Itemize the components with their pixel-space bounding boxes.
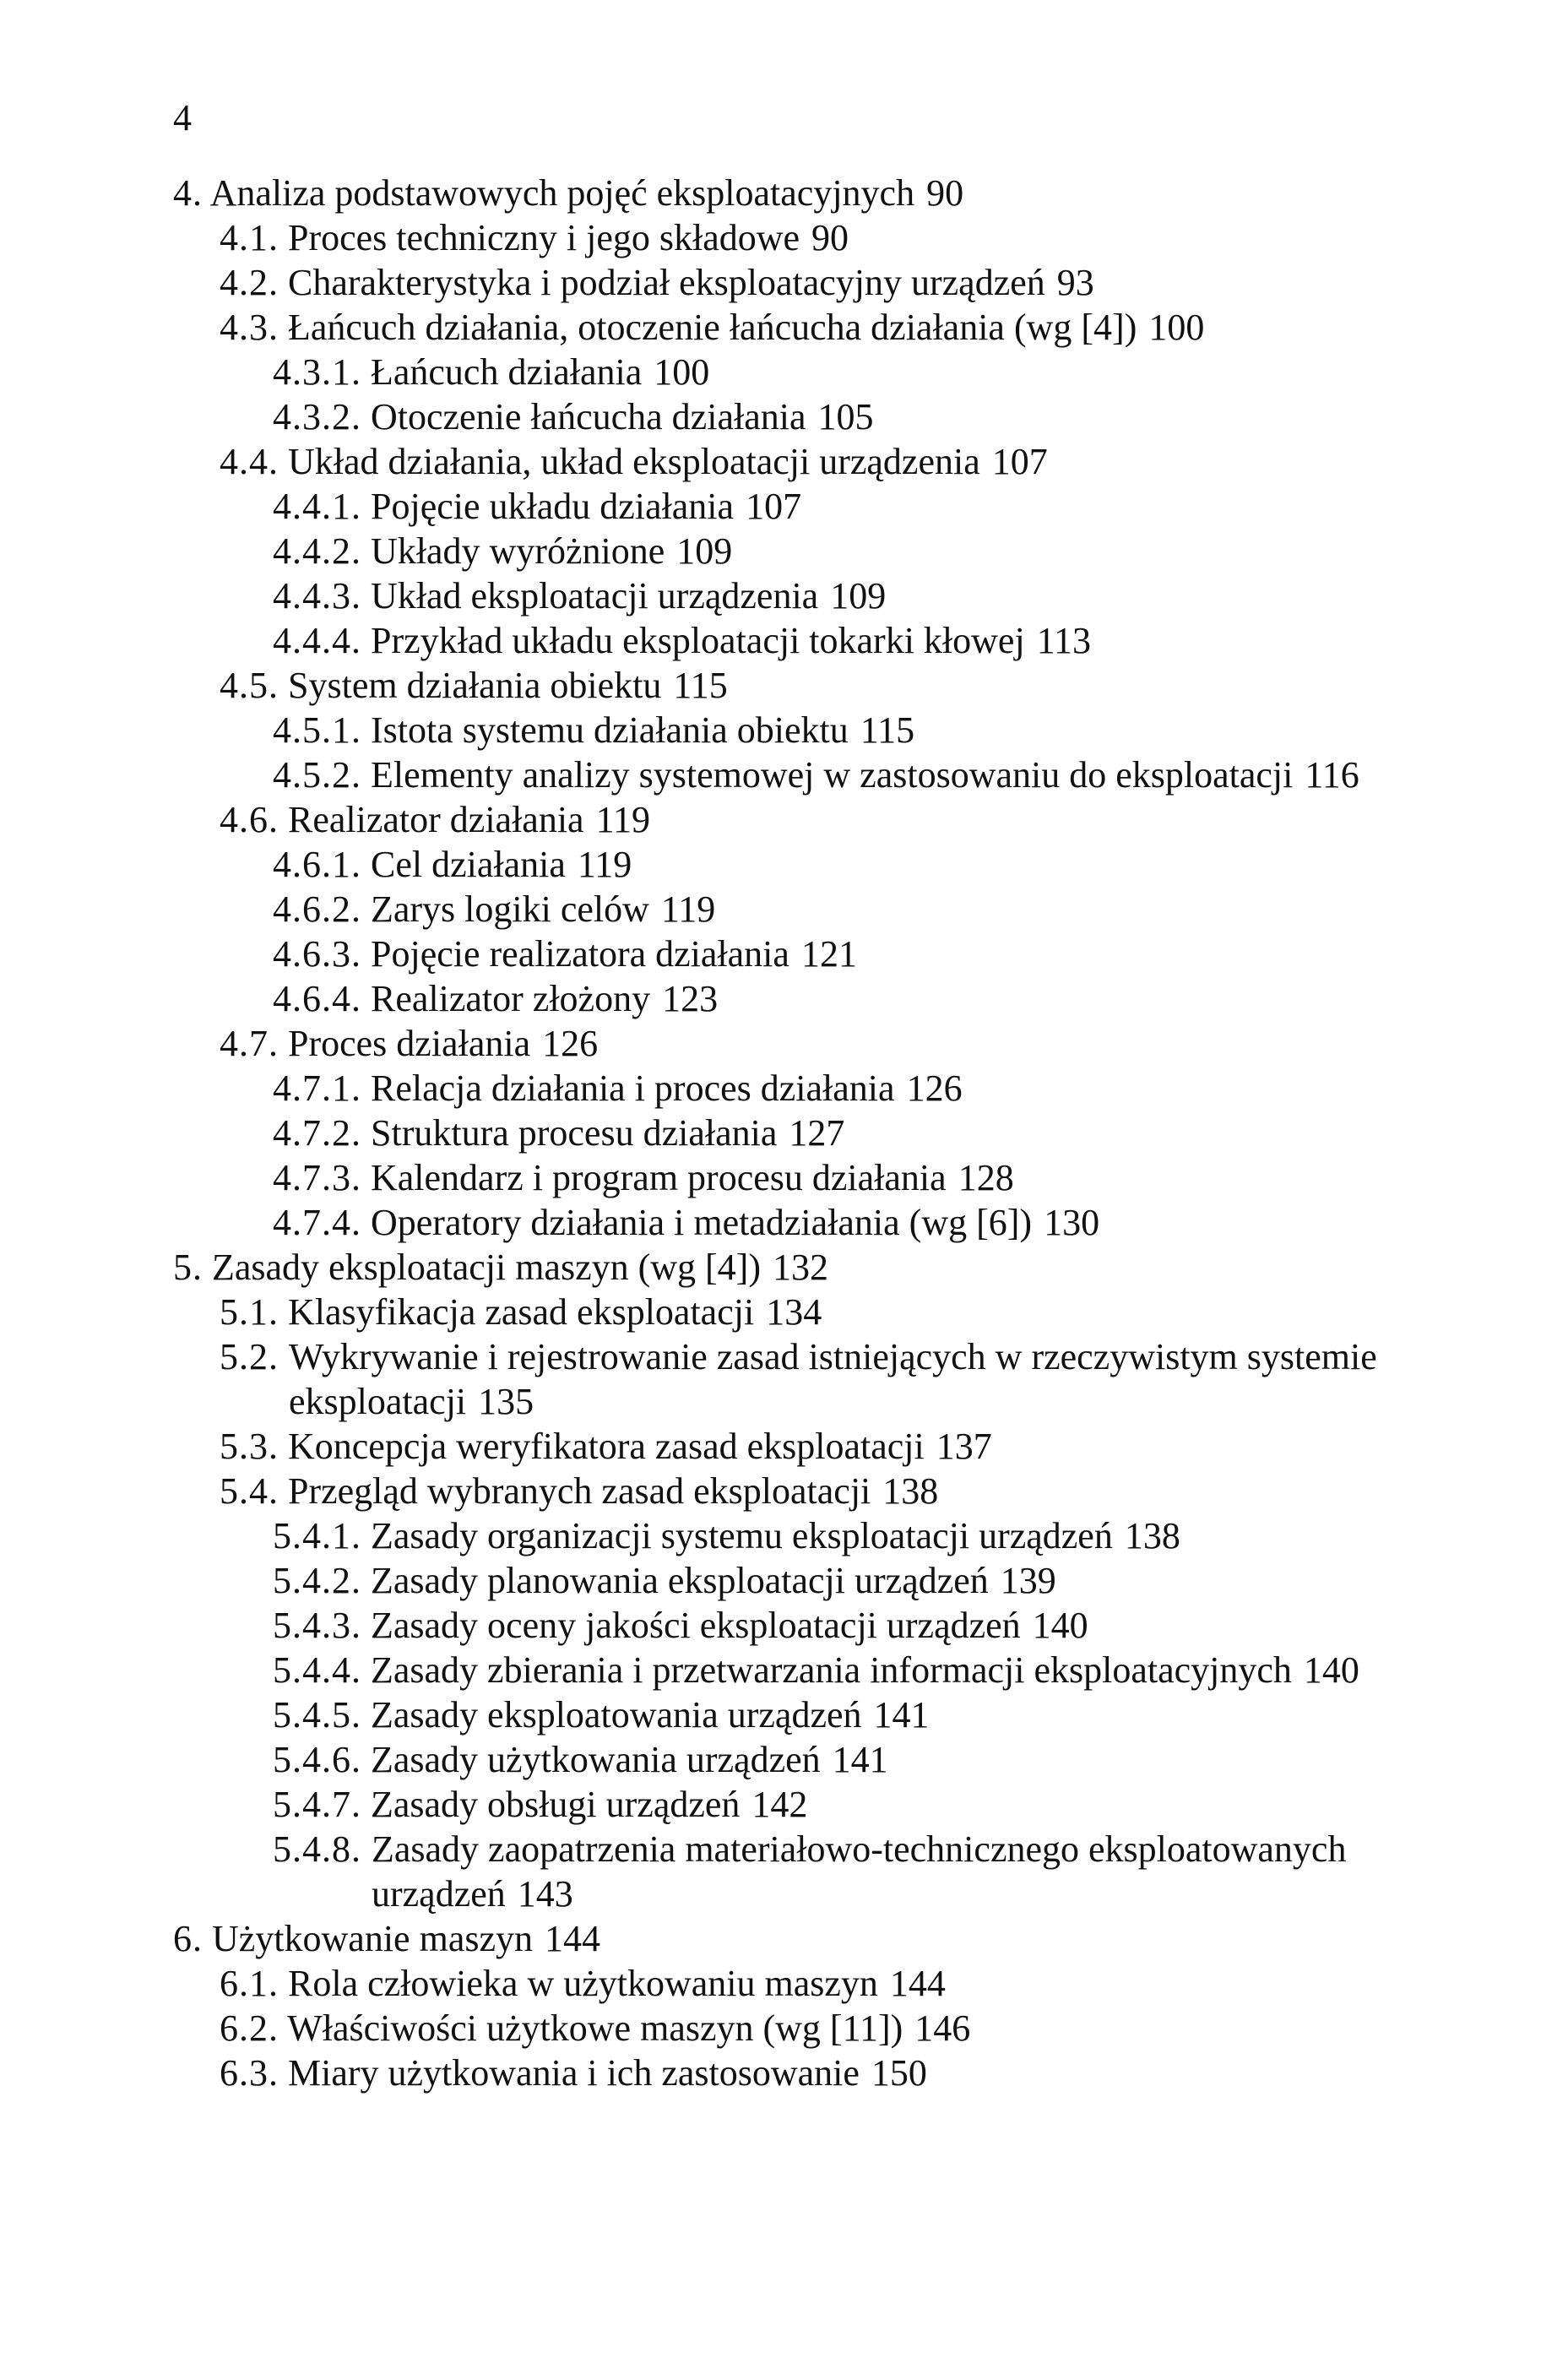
toc-entry-page: 113: [1036, 620, 1092, 661]
toc-entry-number: 5.4.3.: [273, 1605, 361, 1646]
toc-entry-4-6-4: [173, 976, 1457, 1021]
toc-entry-number: 5.4.2.: [273, 1560, 361, 1601]
toc-entry-title: Realizator działania: [288, 799, 584, 840]
table-of-contents: [173, 171, 1457, 2095]
toc-entry-4-4-2: [173, 529, 1457, 573]
toc-entry-4-4-4: [173, 618, 1457, 663]
toc-entry-page: 139: [1000, 1560, 1056, 1601]
toc-entry-number: 4.6.: [220, 799, 279, 840]
toc-entry-number: 5.2.: [220, 1336, 279, 1377]
toc-entry-title: Przykład układu eksploatacji tokarki kłowej: [371, 620, 1025, 661]
toc-entry-title: Operatory działania i metadziałania (wg [6]): [371, 1202, 1033, 1243]
toc-entry-title: Koncepcja weryfikatora zasad eksploatacji: [288, 1426, 925, 1467]
toc-entry-title: Zasady eksploatacji maszyn (wg [4]): [212, 1247, 761, 1288]
toc-entry-page: 128: [958, 1157, 1014, 1198]
toc-entry-page: 123: [662, 978, 719, 1019]
toc-entry-page: 90: [811, 217, 849, 258]
toc-entry-number: 5.4.8.: [273, 1828, 361, 1870]
toc-entry-title: Układ eksploatacji urządzenia: [371, 575, 819, 617]
toc-entry-4-3: [173, 305, 1457, 350]
toc-entry-number: 5.4.4.: [273, 1649, 361, 1691]
toc-entry-page: 109: [830, 575, 887, 617]
toc-entry-title: Proces techniczny i jego składowe: [288, 217, 800, 258]
toc-entry-title: Zasady oceny jakości eksploatacji urządzeń: [371, 1605, 1021, 1646]
toc-entry-page: 146: [914, 2007, 971, 2049]
toc-entry-number: 5.4.6.: [273, 1739, 361, 1780]
toc-entry-number: 4.5.1.: [273, 709, 361, 751]
toc-entry-page: 126: [906, 1067, 963, 1109]
toc-entry-5-4-2: [173, 1558, 1457, 1603]
toc-entry-number: 4.4.3.: [273, 575, 361, 617]
toc-entry-number: 4.3.: [220, 307, 279, 348]
toc-entry-title: Użytkowanie maszyn: [212, 1918, 533, 1959]
toc-entry-number: 4.7.2.: [273, 1112, 361, 1154]
toc-entry-number: 4.6.4.: [273, 978, 361, 1019]
toc-entry-title: Charakterystyka i podział eksploatacyjny urządzeń: [288, 262, 1045, 303]
toc-entry-page: 119: [660, 888, 716, 930]
toc-entry-page: 141: [873, 1694, 930, 1736]
toc-entry-page: 116: [1305, 754, 1359, 796]
toc-entry-5-4: [173, 1469, 1457, 1513]
toc-entry-4-5-2: [173, 752, 1457, 797]
toc-entry-title: Pojęcie układu działania: [371, 486, 735, 527]
toc-entry-wrap: [220, 1334, 1457, 1424]
toc-entry-title: Otoczenie łańcucha działania: [371, 396, 806, 437]
toc-entry-page: 93: [1056, 262, 1094, 303]
toc-entry-page: 90: [926, 172, 964, 214]
toc-entry-title: Istota systemu działania obiektu: [371, 709, 849, 751]
toc-entry-4-7-3: [173, 1155, 1457, 1200]
toc-entry-title: Proces działania: [288, 1023, 531, 1064]
toc-entry-title: Zasady zbierania i przetwarzania informacji eksploatacyjnych: [371, 1649, 1292, 1691]
toc-entry-4-1: [173, 215, 1457, 260]
toc-entry-6-3: [173, 2051, 1457, 2095]
toc-entry-number: 4.: [173, 172, 203, 214]
toc-entry-title: Elementy analizy systemowej w zastosowaniu do eksploatacji: [371, 754, 1294, 796]
toc-entry-page: 100: [654, 351, 710, 393]
toc-entry-number: 4.5.: [220, 665, 279, 706]
toc-entry-4: [173, 171, 1457, 215]
toc-entry-6: [173, 1916, 1457, 1961]
toc-entry-number: 4.6.2.: [273, 888, 361, 930]
toc-entry-number: 5.4.5.: [273, 1694, 361, 1736]
toc-entry-title: Układy wyróżnione: [371, 530, 665, 572]
toc-entry-title: Zarys logiki celów: [371, 888, 649, 930]
toc-entry-title: Rola człowieka w użytkowaniu maszyn: [288, 1963, 878, 2004]
toc-entry-title: Pojęcie realizatora działania: [371, 933, 789, 975]
toc-entry-page: 137: [936, 1426, 992, 1467]
toc-entry-title: Wykrywanie i rejestrowanie zasad istniejących w rzeczywistym systemie eksploatacji: [289, 1336, 1377, 1422]
toc-entry-4-5: [173, 663, 1457, 708]
toc-entry-4-4-3: [173, 573, 1457, 618]
toc-entry-page: 107: [746, 486, 802, 527]
toc-entry-title: Układ działania, układ eksploatacji urządzenia: [288, 441, 980, 482]
toc-entry-title: Zasady użytkowania urządzeń: [371, 1739, 821, 1780]
toc-entry-number: 6.2.: [220, 2007, 279, 2049]
toc-entry-number: 4.4.: [220, 441, 279, 482]
toc-entry-number: 5.: [173, 1247, 203, 1288]
toc-entry-title: Zasady organizacji systemu eksploatacji urządzeń: [371, 1515, 1113, 1556]
toc-entry-title: Klasyfikacja zasad eksploatacji: [288, 1291, 755, 1333]
toc-entry-5: [173, 1245, 1457, 1290]
toc-entry-page: 115: [860, 709, 915, 751]
toc-entry-4-7-1: [173, 1066, 1457, 1111]
toc-entry-number: 4.7.: [220, 1023, 279, 1064]
toc-entry-title: Zasady zaopatrzenia materiałowo-technicznego eksploatowanych urządzeń: [372, 1828, 1347, 1915]
toc-entry-5-4-6: [173, 1737, 1457, 1782]
toc-entry-page: 138: [882, 1470, 939, 1512]
toc-entry-page: 134: [766, 1291, 822, 1333]
toc-entry-4-6-1: [173, 842, 1457, 887]
toc-entry-page: 115: [673, 665, 728, 706]
toc-entry-number: 4.7.3.: [273, 1157, 361, 1198]
toc-entry-4-7-4: [173, 1200, 1457, 1245]
toc-entry-number: 4.3.1.: [273, 351, 361, 393]
toc-entry-number: 4.4.1.: [273, 486, 361, 527]
toc-entry-title: Miary użytkowania i ich zastosowanie: [288, 2052, 860, 2094]
toc-entry-number: 4.1.: [220, 217, 279, 258]
toc-entry-number: 5.3.: [220, 1426, 279, 1467]
toc-entry-page: 132: [773, 1247, 828, 1288]
toc-entry-title: Zasady planowania eksploatacji urządzeń: [371, 1560, 989, 1601]
toc-entry-title: Właściwości użytkowe maszyn (wg [11]): [287, 2007, 903, 2049]
toc-entry-wrap: [273, 1827, 1457, 1916]
toc-entry-number: 4.6.3.: [273, 933, 361, 975]
toc-entry-number: 4.6.1.: [273, 844, 361, 885]
toc-entry-title: Łańcuch działania: [371, 351, 643, 393]
toc-entry-4-4: [173, 439, 1457, 484]
toc-entry-page: 121: [800, 933, 857, 975]
toc-entry-title: Struktura procesu działania: [371, 1112, 778, 1154]
toc-entry-page: 126: [542, 1023, 599, 1064]
toc-entry-page: 107: [991, 441, 1048, 482]
toc-entry-5-4-7: [173, 1782, 1457, 1827]
toc-entry-5-4-8: [173, 1827, 1457, 1916]
toc-entry-page: 119: [577, 844, 632, 885]
toc-entry-number: 4.4.4.: [273, 620, 361, 661]
toc-entry-page: 140: [1032, 1605, 1088, 1646]
toc-entry-title: Cel działania: [371, 844, 566, 885]
toc-entry-5-4-1: [173, 1513, 1457, 1558]
toc-entry-number: 5.4.1.: [273, 1515, 361, 1556]
toc-entry-5-2: [173, 1334, 1457, 1424]
toc-entry-5-4-5: [173, 1692, 1457, 1737]
toc-entry-title: Realizator złożony: [371, 978, 651, 1019]
toc-entry-title: Łańcuch działania, otoczenie łańcucha działania (wg [4]): [288, 307, 1137, 348]
toc-entry-title: Przegląd wybranych zasad eksploatacji: [288, 1470, 871, 1512]
toc-entry-number: 6.: [173, 1918, 203, 1959]
toc-entry-4-6-2: [173, 887, 1457, 932]
toc-entry-page: 142: [751, 1784, 808, 1825]
toc-entry-number: 4.4.2.: [273, 530, 361, 572]
toc-entry-5-1: [173, 1290, 1457, 1334]
page-number: 4: [173, 97, 192, 139]
toc-entry-number: 6.1.: [220, 1963, 279, 2004]
toc-entry-title: Relacja działania i proces działania: [371, 1067, 895, 1109]
toc-entry-4-5-1: [173, 708, 1457, 752]
toc-entry-page: 144: [889, 1963, 946, 2004]
toc-entry-body: [372, 1827, 1457, 1916]
toc-entry-4-7-2: [173, 1111, 1457, 1155]
toc-entry-number: 5.4.: [220, 1470, 279, 1512]
toc-entry-title: Kalendarz i program procesu działania: [371, 1157, 947, 1198]
toc-entry-page: 105: [817, 396, 874, 437]
toc-entry-page: 135: [478, 1381, 534, 1422]
toc-entry-page: 150: [871, 2052, 927, 2094]
toc-entry-page: 144: [545, 1918, 600, 1959]
toc-entry-4-3-1: [173, 350, 1457, 394]
toc-entry-page: 130: [1044, 1202, 1100, 1243]
toc-entry-title: Analiza podstawowych pojęć eksploatacyjnych: [209, 172, 915, 214]
toc-entry-4-7: [173, 1021, 1457, 1066]
toc-entry-title: Zasady obsługi urządzeń: [371, 1784, 741, 1825]
toc-entry-page: 138: [1124, 1515, 1180, 1556]
toc-entry-title: Zasady eksploatowania urządzeń: [371, 1694, 862, 1736]
toc-entry-body: [289, 1334, 1457, 1424]
toc-entry-number: 5.4.7.: [273, 1784, 361, 1825]
toc-entry-4-6-3: [173, 932, 1457, 976]
toc-entry-number: 6.3.: [220, 2052, 279, 2094]
toc-entry-4-4-1: [173, 484, 1457, 529]
toc-entry-4-2: [173, 260, 1457, 305]
toc-entry-number: 5.1.: [220, 1291, 279, 1333]
toc-entry-number: 4.2.: [220, 262, 279, 303]
toc-entry-4-3-2: [173, 394, 1457, 439]
toc-entry-page: 141: [832, 1739, 888, 1780]
toc-entry-page: 100: [1148, 307, 1205, 348]
toc-entry-page: 143: [517, 1873, 573, 1915]
toc-entry-number: 4.7.1.: [273, 1067, 361, 1109]
toc-entry-page: 119: [595, 799, 650, 840]
toc-entry-5-4-3: [173, 1603, 1457, 1648]
toc-entry-page: 109: [676, 530, 733, 572]
toc-entry-5-3: [173, 1424, 1457, 1469]
toc-entry-number: 4.7.4.: [273, 1202, 361, 1243]
toc-entry-number: 4.5.2.: [273, 754, 361, 796]
toc-entry-6-1: [173, 1961, 1457, 2006]
toc-entry-page: 140: [1303, 1649, 1359, 1691]
toc-entry-5-4-4: [173, 1648, 1457, 1692]
toc-entry-title: System działania obiektu: [288, 665, 662, 706]
toc-entry-number: 4.3.2.: [273, 396, 361, 437]
toc-entry-page: 127: [789, 1112, 845, 1154]
toc-entry-6-2: [173, 2006, 1457, 2051]
toc-entry-4-6: [173, 797, 1457, 842]
